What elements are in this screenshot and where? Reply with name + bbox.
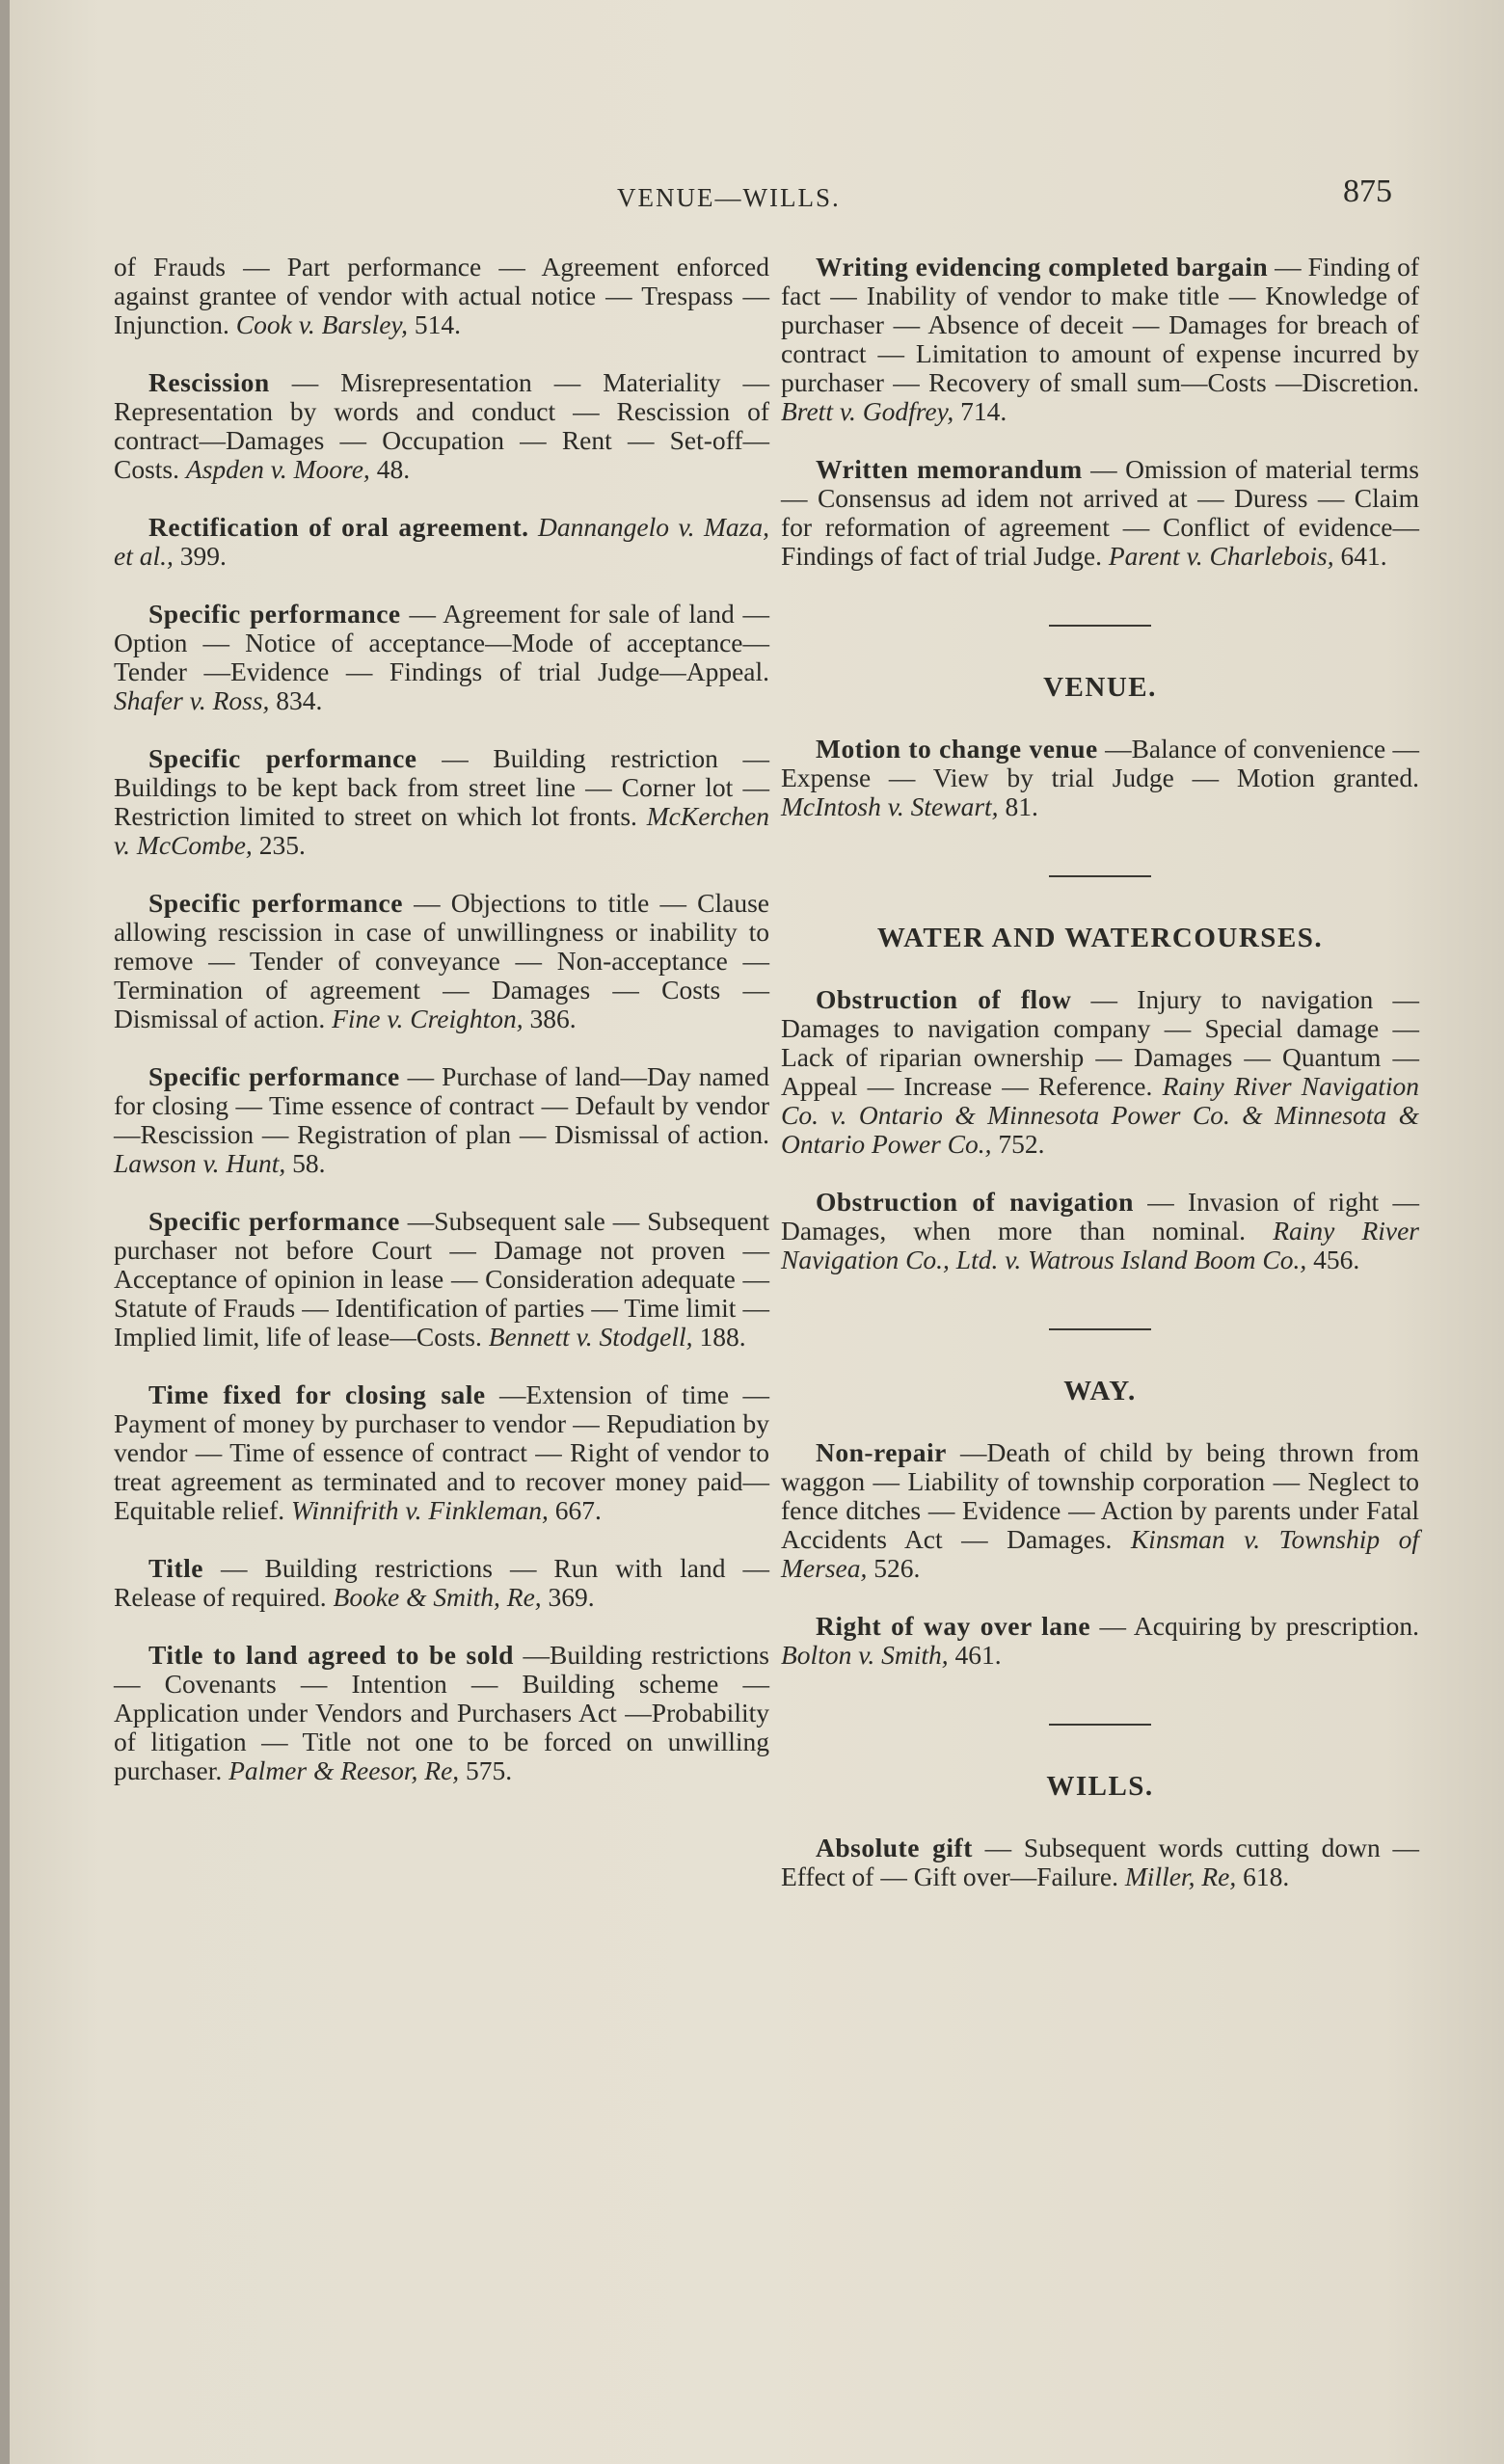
case-citation: 618. — [1243, 1861, 1290, 1891]
entry-text: — Agreement for sale of land — Option — Notice of acceptance—Mode of acceptance—Tender —Evidence — Findings of trial Judge—Appeal. — [114, 599, 770, 686]
entry-text: —Extension of time — Payment of money by purchaser to vendor — Repudiation by vendor — Time of essence of contract — Right of vendor to treat agreement as terminated and to recover money paid—Equitable relief. — [114, 1379, 770, 1525]
case-citation: 714. — [960, 396, 1007, 426]
section-title: WILLS. — [1046, 1771, 1154, 1802]
digest-entry — [114, 744, 769, 860]
entry-text: — Purchase of land—Day named for closing — Time essence of contract — Default by vendor —Rescission — Registration of plan — Dismissal of action. — [114, 1061, 769, 1149]
case-name: Fine v. Creighton, — [332, 1004, 524, 1033]
digest-entry — [114, 1554, 769, 1612]
digest-entry — [781, 253, 1419, 426]
digest-entry — [781, 1438, 1419, 1583]
digest-entry — [781, 1188, 1419, 1274]
case-name: Brett v. Godfrey, — [781, 396, 954, 426]
case-name: Parent v. Charlebois, — [1108, 541, 1334, 571]
case-citation: 834. — [276, 685, 323, 715]
case-name: Shafer v. Ross, — [114, 685, 270, 715]
entry-heading: Obstruction of navigation — [816, 1187, 1134, 1217]
entry-heading: Specific performance — [148, 1061, 400, 1091]
case-name: Rainy River Navigation Co., Ltd. v. Watrous Island Boom Co., — [781, 1216, 1419, 1274]
case-name: Rainy River Navigation Co. v. Ontario & Minnesota Power Co. & Minnesota & Ontario Power Co., — [781, 1071, 1419, 1159]
case-name: Aspden v. Moore, — [185, 454, 370, 484]
case-citation: 461. — [954, 1640, 1002, 1670]
section-divider — [1049, 625, 1151, 627]
entry-heading: Title to land agreed to be sold — [148, 1640, 514, 1670]
case-citation: 48. — [376, 454, 411, 484]
entry-heading: Rectification of oral agreement. — [148, 512, 529, 542]
digest-entry — [114, 1207, 769, 1352]
section-title: WAY. — [1063, 1376, 1137, 1406]
digest-entry — [114, 513, 769, 571]
section-divider — [1049, 1724, 1151, 1726]
digest-entry — [114, 1380, 769, 1525]
entry-heading: Motion to change venue — [816, 734, 1098, 763]
entry-heading: Specific performance — [148, 888, 403, 918]
digest-entry — [114, 1062, 769, 1178]
case-name: McIntosh v. Stewart, — [781, 791, 999, 821]
digest-entry — [781, 985, 1419, 1159]
case-citation: 641. — [1340, 541, 1387, 571]
entry-text: — Acquiring by prescription. — [1099, 1611, 1419, 1641]
case-name: Palmer & Reesor, Re, — [228, 1755, 460, 1785]
digest-entry — [114, 889, 769, 1033]
case-name: Bennett v. Stodgell, — [488, 1322, 693, 1352]
case-citation: 526. — [873, 1553, 921, 1583]
page-number: 875 — [1343, 174, 1392, 209]
digest-entry — [781, 735, 1419, 821]
digest-entry — [114, 253, 769, 339]
entry-heading: Rescission — [148, 367, 270, 397]
case-citation: 58. — [292, 1148, 326, 1178]
entry-text: — Building restriction — Buildings to be kept back from street line — Corner lot — Restriction limited to street on which lot fronts. — [114, 743, 770, 831]
case-citation: 188. — [699, 1322, 746, 1352]
digest-entry — [114, 1641, 769, 1785]
entry-heading: Right of way over lane — [816, 1611, 1091, 1641]
case-citation: 369. — [548, 1582, 595, 1612]
entry-text: — Invasion of right — Damages, when more than nominal. — [781, 1187, 1420, 1245]
case-citation: 575. — [466, 1755, 513, 1785]
entry-heading: Non-repair — [816, 1437, 947, 1467]
case-citation: 399. — [179, 541, 227, 571]
case-name: Winnifrith v. Finkleman, — [291, 1495, 549, 1525]
case-citation: 456. — [1313, 1245, 1360, 1274]
entry-text: — Finding of fact — Inability of vendor to make title — Knowledge of purchaser — Absence of deceit — Damages for breach of contract — Limitation to amount of expense incurred by purchaser — Recovery of small sum—Costs —Discretion. — [781, 252, 1420, 397]
entry-heading: Obstruction of flow — [816, 984, 1072, 1014]
case-citation: 667. — [554, 1495, 602, 1525]
case-citation: 386. — [529, 1004, 577, 1033]
running-title: VENUE—WILLS. — [617, 183, 841, 212]
case-name: Bolton v. Smith, — [781, 1640, 949, 1670]
entry-heading: Written memorandum — [816, 454, 1083, 484]
entry-heading: Title — [148, 1553, 203, 1583]
entry-heading: Specific performance — [148, 599, 401, 629]
entry-heading: Writing evidencing completed bargain — [816, 252, 1269, 281]
case-name: Cook v. Barsley, — [235, 309, 408, 339]
entry-text: of Frauds — Part performance — Agreement enforced against grantee of vendor with actual notice — Trespass — Injunction. — [114, 252, 769, 339]
entry-text: — Building restrictions — Run with land — Release of required. — [114, 1553, 769, 1612]
left-column — [114, 253, 769, 1814]
digest-entry — [114, 368, 769, 484]
entry-text: — Objections to title — Clause allowing rescission in case of unwillingness or inability to remove — Tender of conveyance — Non-acceptance — Termination of agreement — Damages — Costs — Dismissal of action. — [114, 888, 770, 1033]
case-name: Kinsman v. Township of Mersea, — [781, 1524, 1420, 1583]
entry-text: —Death of child by being thrown from waggon — Liability of township corporation — Neglect to fence ditches — Evidence — Action by parents under Fatal Accidents Act — Damages. — [781, 1437, 1420, 1554]
case-name: Booke & Smith, Re, — [333, 1582, 542, 1612]
entry-heading: Specific performance — [148, 743, 417, 773]
case-name: Lawson v. Hunt, — [114, 1148, 286, 1178]
entry-text: —Building restrictions — Covenants — Intention — Building scheme — Application under Vendors and Purchasers Act —Probability of litigation — Title not one to be forced on unwilling purchaser. — [114, 1640, 769, 1785]
section-divider — [1049, 875, 1151, 877]
case-citation: 235. — [258, 830, 306, 860]
entry-heading: Absolute gift — [816, 1833, 973, 1862]
digest-entry — [781, 455, 1419, 571]
section-title: VENUE. — [1043, 672, 1157, 703]
case-citation: 514. — [414, 309, 461, 339]
entry-text: —Subsequent sale — Subsequent purchaser not before Court — Damage not proven — Acceptance of opinion in lease — Consideration adequate — Statute of Frauds — Identification of parties — Time limit — Implied limit, life of lease—Costs. — [114, 1206, 770, 1352]
entry-text: — Omission of material terms — Consensus ad idem not arrived at — Duress — Claim for reformation of agreement — Conflict of evidence—Findings of fact of trial Judge. — [781, 454, 1420, 571]
case-citation: 752. — [998, 1129, 1045, 1159]
case-name: Dannangelo v. Maza, et al., — [114, 512, 770, 571]
digest-page — [10, 0, 1504, 2464]
entry-text: — Injury to navigation — Damages to navigation company — Special damage — Lack of riparian ownership — Damages — Quantum — Appeal — Increase — Reference. — [781, 984, 1419, 1101]
digest-entry — [114, 600, 769, 715]
section-title: WATER AND WATERCOURSES. — [876, 923, 1324, 953]
entry-text: —Balance of convenience — Expense — View by trial Judge — Motion granted. — [781, 734, 1419, 792]
entry-heading: Specific performance — [148, 1206, 400, 1236]
digest-entry — [781, 1834, 1419, 1891]
entry-text: — Subsequent words cutting down — Effect of — Gift over—Failure. — [781, 1833, 1419, 1891]
case-name: McKerchen v. McCombe, — [114, 801, 770, 860]
case-name: Miller, Re, — [1124, 1861, 1237, 1891]
entry-heading: Time fixed for closing sale — [148, 1379, 486, 1409]
case-citation: 81. — [1005, 791, 1038, 821]
entry-text: — Misrepresentation — Materiality — Representation by words and conduct — Rescission of contract—Damages — Occupation — Rent — Set-off—Costs. — [114, 367, 769, 484]
page-header — [10, 174, 1504, 222]
section-divider — [1049, 1328, 1151, 1330]
digest-entry — [781, 1612, 1419, 1670]
right-column — [781, 253, 1419, 1920]
